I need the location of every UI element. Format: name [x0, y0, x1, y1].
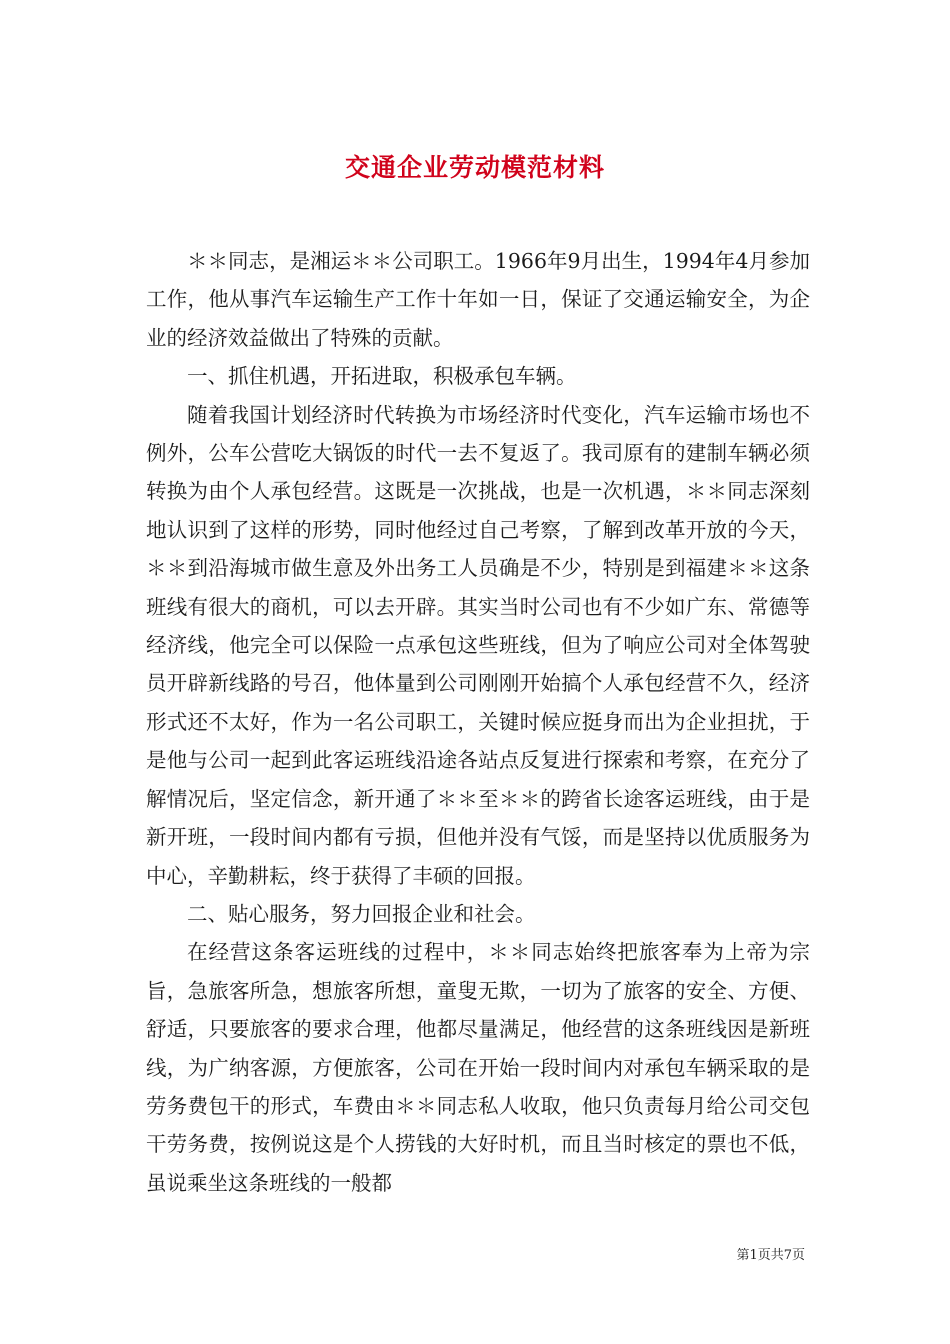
- document-body: [146, 242, 810, 1202]
- document-title: 交通企业劳动模范材料: [344, 152, 605, 182]
- paragraph-section-1: 随着我国计划经济时代转换为市场经济时代变化，汽车运输市场也不例外，公车公营吃大锅饭的时代一去不复返了。我司原有的建制车辆必须转换为由个人承包经营。这既是一次挑战，也是一次机遇，＊＊同志深刻地认识到了这样的形势，同时他经过自己考察，了解到改革开放的今天，＊＊到沿海城市做生意及外出务工人员确是不少，特别是到福建＊＊这条班线有很大的商机，可以去开辟。其实当时公司也有不少如广东、常德等经济线，他完全可以保险一点承包这些班线，但为了响应公司对全体驾驶员开辟新线路的号召，他体量到公司刚刚开始搞个人承包经营不久，经济形式还不太好，作为一名公司职工，关键时候应挺身而出为企业担扰，于是他与公司一起到此客运班线沿途各站点反复进行探索和考察，在充分了解情况后，坚定信念，新开通了＊＊至＊＊的跨省长途客运班线，由于是新开班，一段时间内都有亏损，但他并没有气馁，而是坚持以优质服务为中心，辛勤耕耘，终于获得了丰硕的回报。: [146, 402, 810, 888]
- paragraph-section-2: 在经营这条客运班线的过程中，＊＊同志始终把旅客奉为上帝为宗旨，急旅客所急，想旅客所想，童叟无欺，一切为了旅客的安全、方便、舒适，只要旅客的要求合理，他都尽量满足，他经营的这条班线因是新班线，为广纳客源，方便旅客，公司在开始一段时间内对承包车辆采取的是劳务费包干的形式，车费由＊＊同志私人收取，他只负责每月给公司交包干劳务费，按例说这是个人捞钱的大好时机，而且当时核定的票也不低，虽说乘坐这条班线的一般都: [146, 940, 810, 1195]
- section-heading-2: 二、贴心服务，努力回报企业和社会。: [187, 901, 536, 926]
- section-heading-1: 一、抓住机遇，开拓进取，积极承包车辆。: [187, 364, 577, 389]
- paragraph-intro: ＊＊同志，是湘运＊＊公司职工。1966年9月出生，1994年4月参加工作，他从事汽车运输生产工作十年如一日，保证了交通运输安全，为企业的经济效益做出了特殊的贡献。: [146, 249, 810, 350]
- page-number: 第1页共7页: [736, 1248, 805, 1263]
